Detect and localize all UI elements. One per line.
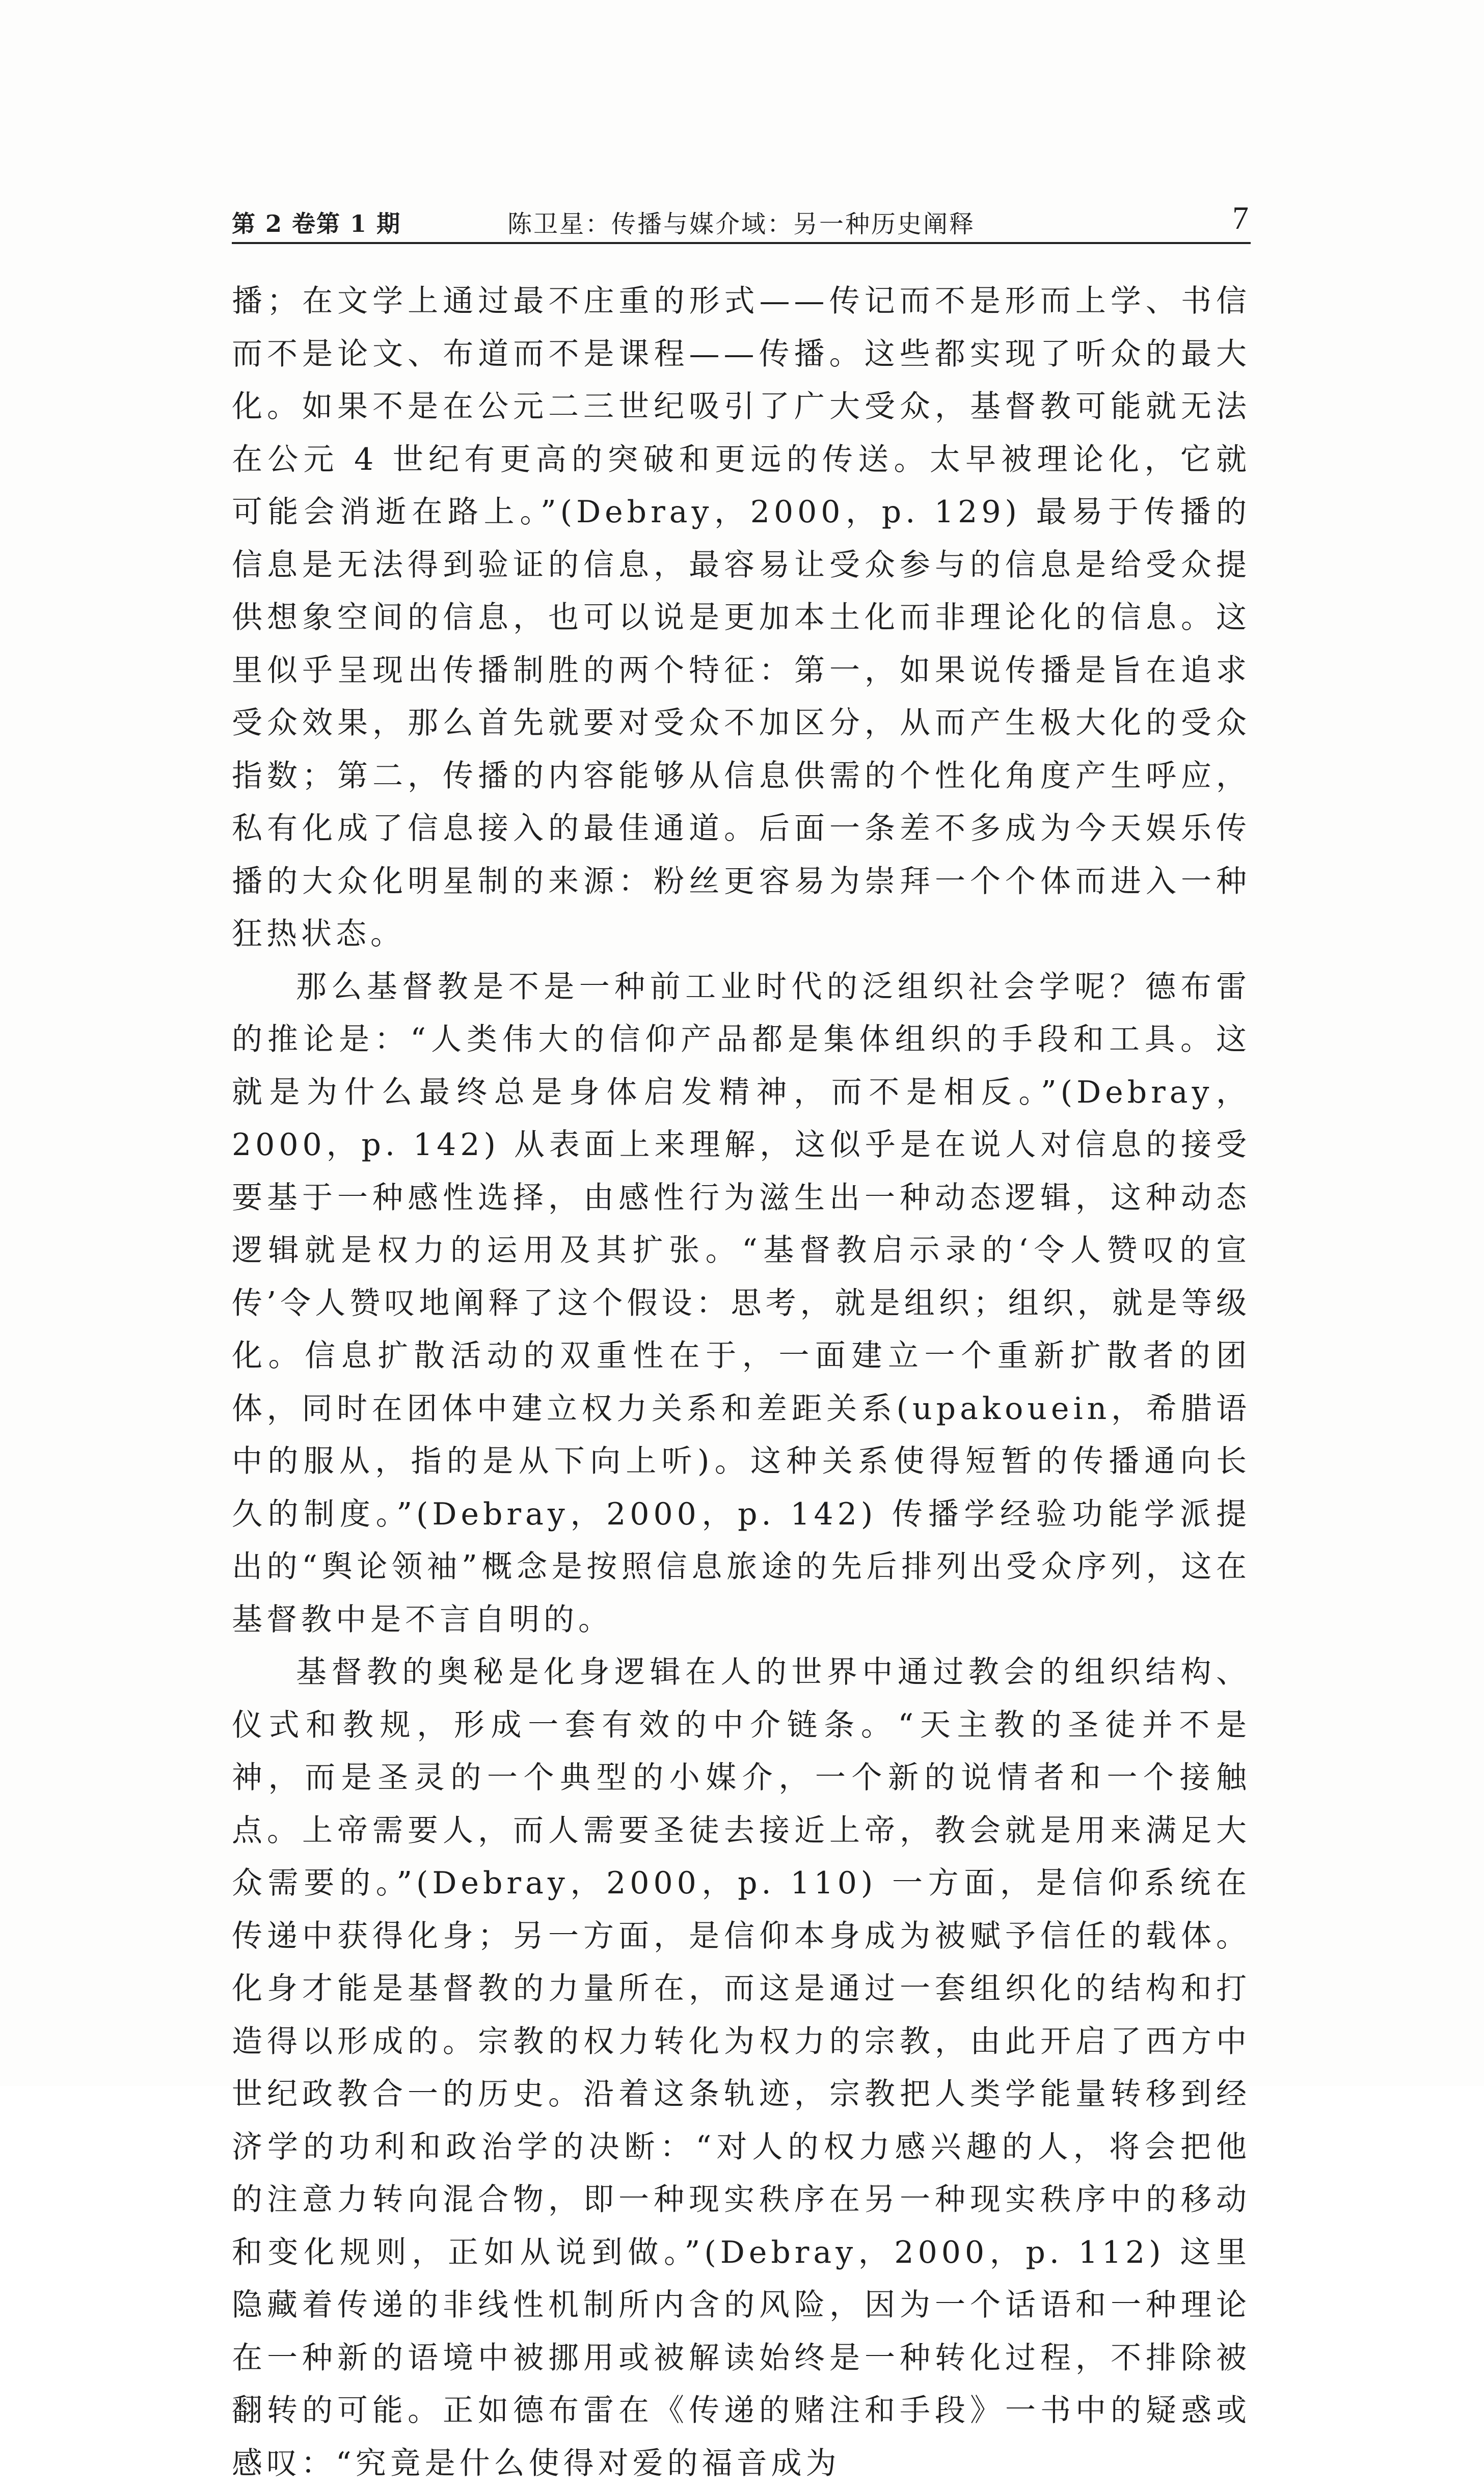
page-number: 7: [1232, 200, 1249, 236]
body-text: [232, 275, 1251, 2490]
running-header: [232, 200, 1251, 244]
running-title: 陈卫星：传播与媒介域：另一种历史阐释: [507, 210, 975, 238]
paragraph-continued: 播；在文学上通过最不庄重的形式——传记而不是形而上学、书信而不是论文、布道而不是课程——传播。这些都实现了听众的最大化。如果不是在公元二三世纪吸引了广大受众，基督教可能就无法在公元 4 世纪有更高的突破和更远的传送。太早被理论化，它就可能会消逝在路上。”(Debray，2000，p. 129) 最易于传播的信息是无法得到验证的信息，最容易让受众参与的信息是给受众提供想象空间的信息，也可以说是更加本土化而非理论化的信息。这里似乎呈现出传播制胜的两个特征：第一，如果说传播是旨在追求受众效果，那么首先就要对受众不加区分，从而产生极大化的受众指数；第二，传播的内容能够从信息供需的个性化角度产生呼应，私有化成了信息接入的最佳通道。后面一条差不多成为今天娱乐传播的大众化明星制的来源：粉丝更容易为崇拜一个个体而进入一种狂热状态。: [232, 283, 1251, 952]
paragraph-christianity-organization: 那么基督教是不是一种前工业时代的泛组织社会学呢？德布雷的推论是：“人类伟大的信仰产品都是集体组织的手段和工具。这就是为什么最终总是身体启发精神，而不是相反。”(Debray，2000，p. 142) 从表面上来理解，这似乎是在说人对信息的接受要基于一种感性选择，由感性行为滋生出一种动态逻辑，这种动态逻辑就是权力的运用及其扩张。“基督教启示录的‘令人赞叹的宣传’令人赞叹地阐释了这个假设：思考，就是组织；组织，就是等级化。信息扩散活动的双重性在于，一面建立一个重新扩散者的团体，同时在团体中建立权力关系和差距关系(upakouein，希腊语中的服从，指的是从下向上听)。这种关系使得短暂的传播通向长久的制度。”(Debray，2000，p. 142) 传播学经验功能学派提出的“舆论领袖”概念是按照信息旅途的先后排列出受众序列，这在基督教中是不言自明的。: [232, 969, 1251, 1638]
paragraph-incarnation-logic: 基督教的奥秘是化身逻辑在人的世界中通过教会的组织结构、仪式和教规，形成一套有效的中介链条。“天主教的圣徒并不是神，而是圣灵的一个典型的小媒介，一个新的说情者和一个接触点。上帝需要人，而人需要圣徒去接近上帝，教会就是用来满足大众需要的。”(Debray，2000，p. 110) 一方面，是信仰系统在传递中获得化身；另一方面，是信仰本身成为被赋予信任的载体。化身才能是基督教的力量所在，而这是通过一套组织化的结构和打造得以形成的。宗教的权力转化为权力的宗教，由此开启了西方中世纪政教合一的历史。沿着这条轨迹，宗教把人类学能量转移到经济学的功利和政治学的决断：“对人的权力感兴趣的人，将会把他的注意力转向混合物，即一种现实秩序在另一种现实秩序中的移动和变化规则，正如从说到做。”(Debray，2000，p. 112) 这里隐藏着传递的非线性机制所内含的风险，因为一个话语和一种理论在一种新的语境中被挪用或被解读始终是一种转化过程，不排除被翻转的可能。正如德布雷在《传递的赌注和手段》一书中的疑惑或感叹：“究竟是什么使得对爱的福音成为: [232, 1654, 1251, 2481]
volume-issue: 第 2 卷第 1 期: [232, 210, 401, 237]
